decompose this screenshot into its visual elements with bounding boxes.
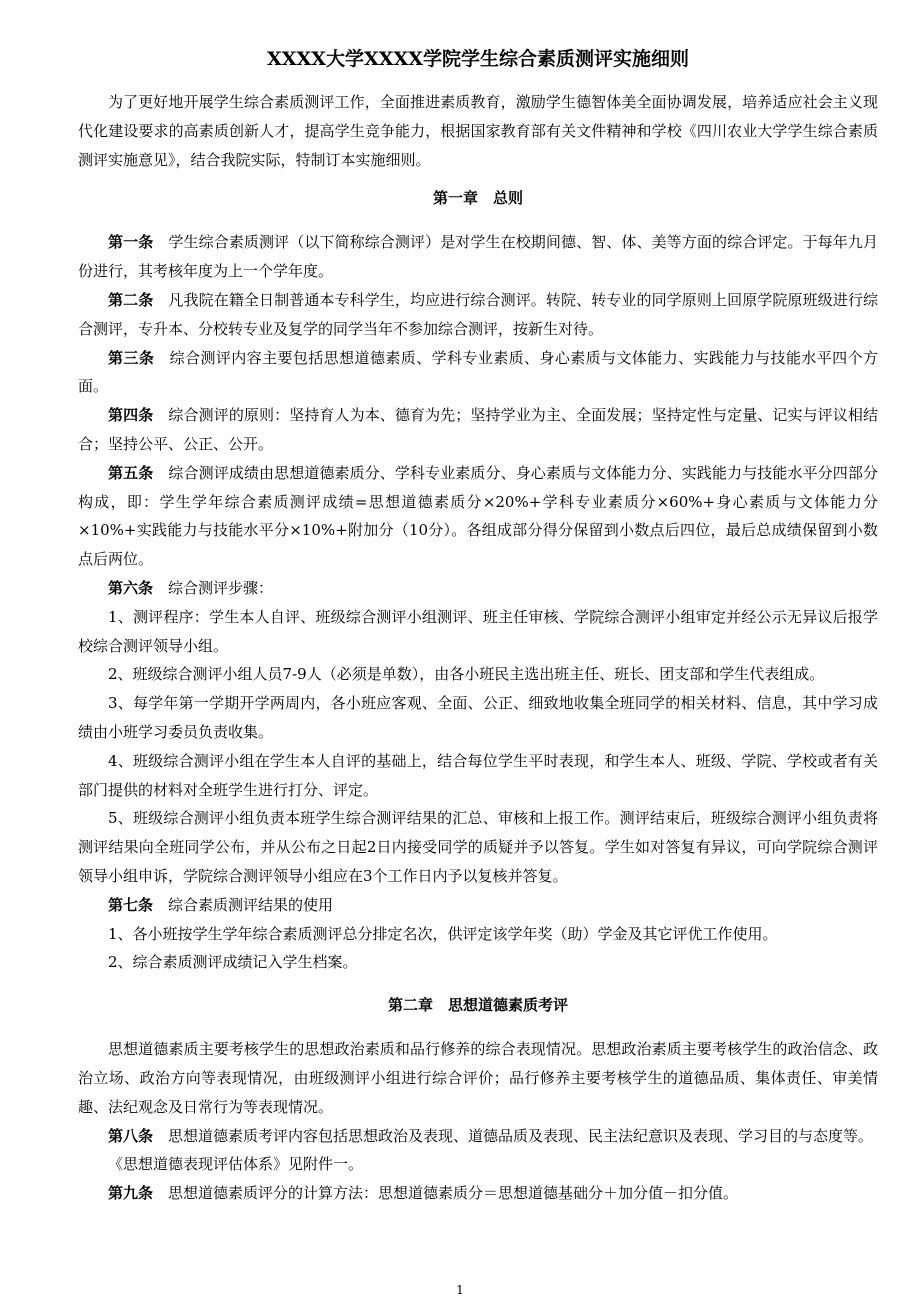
article-8-text: 思想道德素质考评内容包括思想政治及表现、道德品质及表现、民主法纪意识及表现、学习目的与态度等。 [168, 1126, 874, 1145]
article-6-text: 综合测评步骤： [168, 578, 274, 597]
article-7-text: 综合素质测评结果的使用 [168, 895, 334, 914]
article-7 [78, 891, 878, 920]
article-1 [78, 228, 878, 286]
article-7-item-2: 2、综合素质测评成绩记入学生档案。 [108, 953, 358, 972]
article-6 [78, 574, 878, 603]
article-9 [78, 1179, 878, 1208]
intro-paragraph: 为了更好地开展学生综合素质测评工作，全面推进素质教育，激励学生德智体美全面协调发展，培养适应社会主义现代化建设要求的高素质创新人才，提高学生竞争能力，根据国家教育部有关文件精神和学校《四川农业大学学生综合素质测评实施意见》，结合我院实际，特制订本实施细则。 [78, 93, 878, 169]
article-3-text: 综合测评内容主要包括思想道德素质、学科专业素质、身心素质与文体能力、实践能力与技能水平四个方面。 [78, 348, 878, 396]
article-2-text: 凡我院在籍全日制普通本专科学生，均应进行综合测评。转院、转专业的同学原则上回原学院原班级进行综合测评，专升本、分校转专业及复学的同学当年不参加综合测评，按新生对待。 [78, 290, 878, 338]
article-3 [78, 344, 878, 402]
article-8-label: 第八条 [108, 1126, 154, 1145]
article-6-item-4: 4、班级综合测评小组在学生本人自评的基础上，结合每位学生平时表现，和学生本人、班级、学院、学校或者有关部门提供的材料对全班学生进行打分、评定。 [78, 751, 878, 799]
article-2-label: 第二条 [108, 290, 154, 309]
article-7-item-1: 1、各小班按学生学年综合素质测评总分排定名次，供评定该学年奖（助）学金及其它评优工作使用。 [108, 924, 778, 943]
appendix-note: 《思想道德表现评估体系》见附件一。 [108, 1155, 364, 1174]
chapter-2-heading: 第二章 思想道德素质考评 [387, 996, 568, 1015]
article-5 [78, 459, 878, 574]
article-5-text: 综合测评成绩由思想道德素质分、学科专业素质分、身心素质与文体能力分、实践能力与技能水平分四部分构成，即：学生学年综合素质测评成绩=思想道德素质分×20%+学科专业素质分×60%+身心素质与文体能力分×10%+实践能力与技能水平分×10%+附加分（10分）。各组成部分得分保留到小数点后四位，最后总成绩保留到小数点后两位。 [78, 463, 878, 569]
article-8 [78, 1122, 878, 1151]
article-1-label: 第一条 [108, 233, 154, 252]
article-6-item-5: 5、班级综合测评小组负责本班学生综合测评结果的汇总、审核和上报工作。测评结束后，班级综合测评小组负责将测评结果向全班同学公布，并从公布之日起2日内接受同学的质疑并予以答复。学生如对答复有异议，可向学院综合测评领导小组申诉，学院综合测评领导小组应在3个工作日内予以复核并答复。 [78, 809, 878, 885]
article-4 [78, 401, 878, 459]
document-title: XXXX大学XXXX学院学生综合素质测评实施细则 [267, 48, 689, 70]
article-1-text: 学生综合素质测评（以下简称综合测评）是对学生在校期间德、智、体、美等方面的综合评定。于每年九月份进行，其考核年度为上一个学年度。 [78, 233, 878, 281]
article-4-text: 综合测评的原则：坚持育人为本、德育为先；坚持学业为主、全面发展；坚持定性与定量、记实与评议相结合；坚持公平、公正、公开。 [78, 406, 878, 453]
article-9-text: 思想道德素质评分的计算方法：思想道德素质分＝思想道德基础分＋加分值－扣分值。 [168, 1184, 739, 1203]
chapter-2-intro: 思想道德素质主要考核学生的思想政治素质和品行修养的综合表现情况。思想政治素质主要考核学生的政治信念、政治立场、政治方向等表现情况，由班级测评小组进行综合评价；品行修养主要考核学生的道德品质、集体责任、审美情趣、法纪观念及日常行为等表现情况。 [78, 1040, 878, 1116]
page-number: 1 [456, 1283, 464, 1297]
article-6-item-3: 3、每学年第一学期开学两周内，各小班应客观、全面、公正、细致地收集全班同学的相关材料、信息，其中学习成绩由小班学习委员负责收集。 [78, 694, 878, 741]
article-9-label: 第九条 [108, 1184, 154, 1203]
article-2 [78, 286, 878, 344]
article-3-label: 第三条 [108, 348, 155, 367]
article-6-item-1: 1、测评程序：学生本人自评、班级综合测评小组测评、班主任审核、学院综合测评小组审定并经公示无异议后报学校综合测评领导小组。 [78, 607, 878, 655]
article-6-label: 第六条 [108, 578, 154, 597]
document-page [78, 44, 878, 1208]
article-4-label: 第四条 [108, 406, 154, 425]
article-5-label: 第五条 [108, 463, 154, 482]
chapter-1-heading: 第一章 总则 [432, 189, 523, 208]
article-7-label: 第七条 [108, 895, 154, 914]
article-6-item-2: 2、班级综合测评小组人员7-9人（必须是单数），由各小班民主选出班主任、班长、团支部和学生代表组成。 [108, 665, 825, 684]
